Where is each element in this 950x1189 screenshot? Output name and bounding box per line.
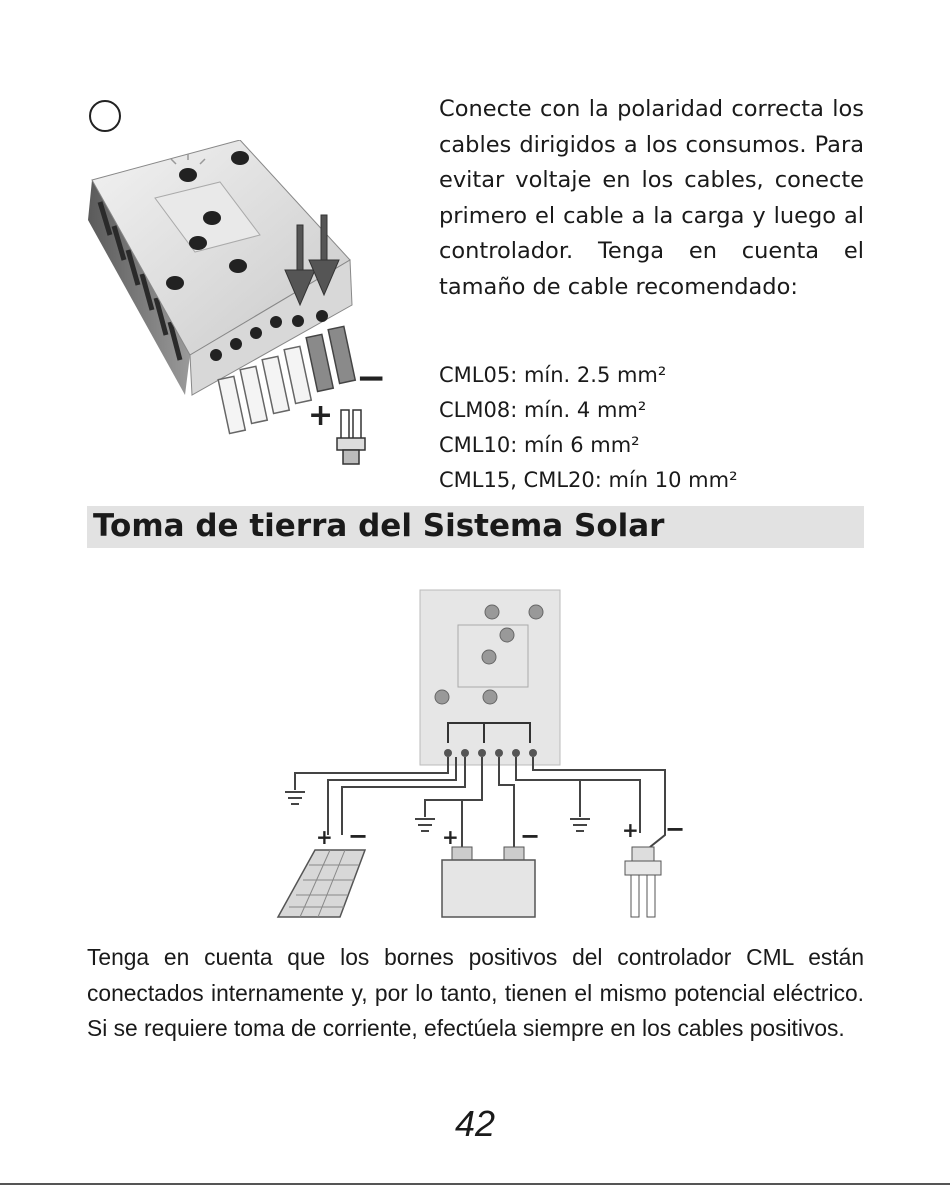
solar-minus-label: − (348, 822, 369, 850)
solar-panel-icon (278, 850, 365, 917)
wiring-instructions-paragraph: Conecte con la polaridad correcta los cables dirigidos a los consumos. Para evitar voltaje en los cables, conecte primero el cable a la carga y luego al controlador. Tenga en cuenta el tamaño de cable recomendado: (439, 96, 864, 300)
lamp-load-icon (625, 847, 661, 917)
battery-minus-label: − (520, 822, 541, 850)
section-heading: Toma de tierra del Sistema Solar (93, 508, 665, 544)
cable-size-list (439, 358, 864, 498)
cable-size-item: CML10: mín 6 mm² (439, 433, 640, 457)
load-cables (306, 326, 355, 391)
lamp-load-icon (337, 410, 365, 464)
ground-symbol-icon (415, 819, 435, 831)
page-number: 42 (454, 1103, 496, 1144)
ground-symbol-icon (570, 819, 590, 831)
grounding-note-paragraph: Tenga en cuenta que los bornes positivos del controlador CML están conectados internamente y, por lo tanto, tienen el mismo potencial eléctrico. Si se requiere toma de corriente, efectúela siempre en los cables positivos. (87, 944, 864, 1041)
load-minus-label: − (665, 815, 686, 843)
controller-load-wiring-illustration (80, 140, 400, 480)
cable-size-item: CML15, CML20: mín 10 mm² (439, 468, 738, 492)
step-marker-circle (89, 100, 121, 132)
solar-plus-label: + (316, 825, 333, 849)
grounding-wiring-diagram (270, 585, 690, 925)
battery-icon (442, 847, 535, 917)
plus-symbol: + (308, 398, 334, 433)
ground-symbol-icon (285, 792, 305, 804)
minus-symbol: − (356, 358, 387, 399)
cable-size-item: CML05: mín. 2.5 mm² (439, 363, 667, 387)
load-plus-label: + (622, 818, 639, 842)
cable-size-item: CLM08: mín. 4 mm² (439, 398, 647, 422)
page-bottom-rule (0, 1183, 950, 1185)
battery-plus-label: + (442, 825, 459, 849)
